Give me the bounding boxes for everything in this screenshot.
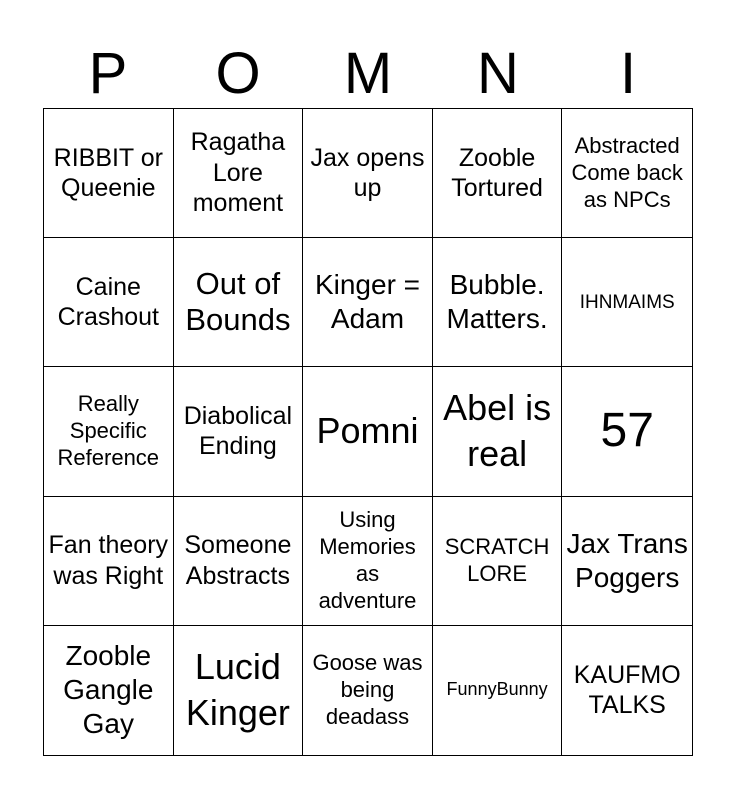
bingo-cell[interactable]: Caine Crashout — [44, 238, 174, 367]
bingo-header — [43, 40, 693, 108]
bingo-cell[interactable]: Jax opens up — [303, 109, 433, 238]
bingo-cell[interactable]: Jax Trans Poggers — [562, 497, 692, 626]
bingo-cell[interactable]: SCRATCH LORE — [433, 497, 563, 626]
header-letter-i: I — [619, 41, 637, 106]
bingo-cell[interactable]: Out of Bounds — [174, 238, 304, 367]
bingo-cell[interactable]: Pomni — [303, 367, 433, 496]
header-letter-n: N — [477, 41, 519, 106]
bingo-cell[interactable]: KAUFMO TALKS — [573, 660, 681, 720]
bingo-cell[interactable]: FunnyBunny — [433, 626, 563, 755]
bingo-cell[interactable]: Bubble. Matters. — [433, 238, 563, 367]
header-letter-p: P — [88, 41, 128, 106]
bingo-cell[interactable]: Diabolical Ending — [174, 367, 304, 496]
bingo-cell[interactable]: Abstracted Come back as NPCs — [562, 109, 692, 238]
header-letter-m: M — [343, 41, 393, 106]
bingo-cell[interactable]: Someone Abstracts — [174, 497, 304, 626]
bingo-board — [43, 108, 693, 756]
bingo-cell[interactable]: Using Memories as adventure — [303, 497, 433, 626]
bingo-cell[interactable]: Abel is real — [433, 367, 563, 496]
bingo-cell[interactable]: Zooble Gangle Gay — [44, 626, 174, 755]
bingo-cell[interactable]: RIBBIT or Queenie — [44, 109, 174, 238]
bingo-cell[interactable]: Zooble Tortured — [433, 109, 563, 238]
bingo-cell[interactable]: Kinger = Adam — [303, 238, 433, 367]
header-letter-o: O — [215, 41, 261, 106]
bingo-cell[interactable]: 57 — [562, 367, 692, 496]
bingo-cell[interactable]: Really Specific Reference — [44, 367, 174, 496]
bingo-cell[interactable]: Ragatha Lore moment — [174, 109, 304, 238]
bingo-cell[interactable]: IHNMAIMS — [562, 238, 692, 367]
bingo-cell[interactable]: Fan theory was Right — [44, 497, 174, 626]
bingo-cell[interactable]: Goose was being deadass — [303, 626, 433, 755]
bingo-cell[interactable]: Lucid Kinger — [174, 626, 304, 755]
